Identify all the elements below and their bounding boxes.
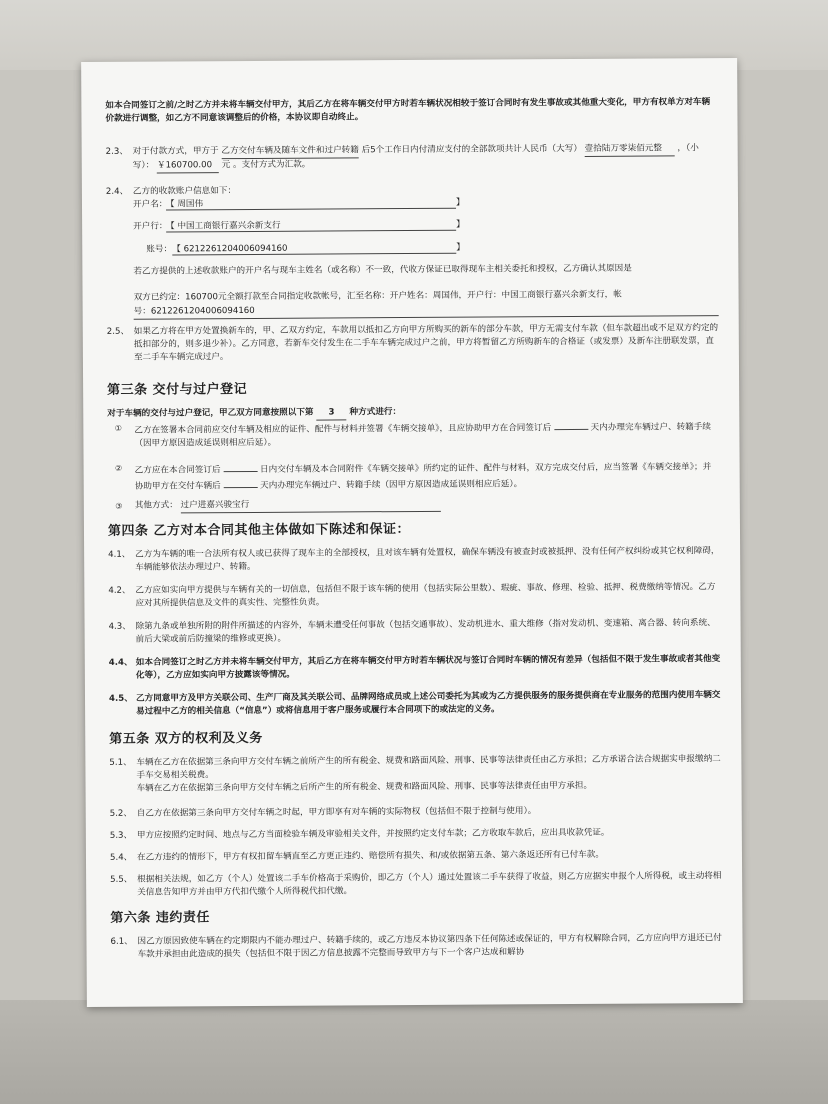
clause-5-4 bbox=[109, 848, 722, 863]
clause-text-part: 对于付款方式，甲方于 bbox=[132, 146, 219, 157]
clause-text-part: 元 。支付方式为汇款。 bbox=[221, 159, 311, 171]
payee-mismatch-note: 若乙方提供的上述收款账户的开户名与现车主姓名（或名称）不一致，代收方保证已取得现车主相关委托和授权，乙方确认其原因是 bbox=[133, 263, 632, 277]
clause-text: 乙方为车辆的唯一合法所有权人或已获得了现车主的全部授权，且对该车辆有处置权，确保车辆没有被查封或被抵押、没有任何产权纠纷或其它权利障碍，车辆能够依法办理过户、转籍。 bbox=[135, 546, 720, 573]
agreed-payment-line-2: 号：6212261204006094160 bbox=[134, 302, 719, 320]
option-2 bbox=[108, 458, 720, 492]
clause-number: 4.4、 bbox=[108, 657, 133, 668]
clause-5-1 bbox=[109, 753, 721, 794]
bracket-close: 】 bbox=[456, 242, 465, 253]
option-text bbox=[135, 496, 720, 514]
clause-number: 2.5、 bbox=[106, 326, 130, 337]
clause-title: 乙方的收款账户信息如下： bbox=[132, 186, 237, 197]
clause-4-4 bbox=[108, 653, 721, 681]
clause-5-2 bbox=[109, 804, 722, 819]
option-marker: ② bbox=[114, 463, 123, 473]
clause-text: 根据相关法规，如乙方（个人）处置该二手车价格高于采购价，即乙方（个人）通过处置该二手车获得了收益，则乙方应据实申报个人所得税，或主动将相关信息告知甲方并由甲方代扣代缴个人所得税代扣代缴。 bbox=[137, 871, 722, 898]
clause-number: 5.1、 bbox=[109, 757, 132, 768]
article-5-heading: 第五条 双方的权利及义务 bbox=[109, 730, 263, 747]
underline bbox=[166, 208, 456, 211]
bank-label: 开户行： bbox=[133, 221, 168, 232]
bracket-close: 】 bbox=[456, 219, 465, 230]
clause-text: 自乙方在依据第三条向甲方交付车辆之时起，甲方即享有对车辆的实际物权（包括但不限于控制与使用）。 bbox=[136, 806, 537, 819]
clause-number: 4.3、 bbox=[108, 621, 131, 632]
clause-text: 车辆在乙方在依据第三条向甲方交付车辆之前所产生的所有税金、规费和路面风险、刑事、民事等法律责任由乙方承担；乙方承诺合法合规据实申报缴纳二手车交易相关税费。 bbox=[136, 754, 721, 781]
account-name-value: 【 周国伟 bbox=[165, 199, 204, 210]
payment-condition-field: 乙方交付车辆及随车文件和过户转籍 bbox=[221, 144, 359, 159]
clause-text bbox=[133, 142, 718, 174]
option-text bbox=[134, 418, 719, 451]
clause-4-1 bbox=[108, 545, 720, 573]
clause-number: 5.5、 bbox=[110, 874, 133, 885]
clause-number: 5.4、 bbox=[109, 852, 133, 863]
clause-text-part: ，（小写）： bbox=[132, 143, 699, 171]
clause-4-2 bbox=[108, 581, 720, 609]
option-text-part: 天内办理完车辆过户、转籍手续（因甲方原因造成延误则相应后延）。 bbox=[260, 479, 523, 491]
clause-number: 2.4、 bbox=[105, 186, 129, 197]
clause-number: 4.2、 bbox=[108, 585, 131, 596]
article-3-heading: 第三条 交付与过户登记 bbox=[107, 382, 248, 398]
contract-page bbox=[81, 58, 743, 1007]
other-method-label: 其他方式： bbox=[134, 500, 178, 511]
clause-text: 如本合同签订之时乙方并未将车辆交付甲方，其后乙方在将车辆交付甲方时若车辆状况与签订合同时车辆的情况有差异（包括但不限于发生事故或者其他变化等），乙方应如实向甲方披露该等情况。 bbox=[135, 654, 721, 681]
bank-value: 【 中国工商银行嘉兴余新支行 bbox=[166, 220, 281, 232]
clause-number: 2.3、 bbox=[105, 146, 128, 157]
bracket-close: 】 bbox=[455, 197, 465, 208]
lead-text: 种方式进行： bbox=[349, 407, 402, 418]
lead-text: 对于车辆的交付与过户登记，甲乙双方同意按照以下第 bbox=[107, 407, 314, 419]
clause-number: 5.3、 bbox=[109, 830, 133, 841]
clause-number: 5.2、 bbox=[109, 808, 133, 819]
article-6-heading: 第六条 违约责任 bbox=[110, 910, 210, 926]
option-text-part: 天内办理完车辆过户、转籍手续（因甲方原因造成延误则相应后延）。 bbox=[134, 422, 711, 449]
option-marker: ③ bbox=[115, 501, 123, 511]
account-name-label: 开户名： bbox=[132, 199, 168, 210]
option-text-part: 日内交付车辆及本合同附件《车辆交接单》所约定的证件、配件与材料，双方完成交付后，应当签署《车辆交接单》；并协助甲方在交付车辆后 bbox=[134, 462, 712, 492]
clause-2-4 bbox=[106, 182, 719, 336]
clause-text: 乙方应如实向甲方提供与车辆有关的一切信息，包括但不限于该车辆的使用（包括实际公里数）、瑕疵、事故、修理、检验、抵押、税费缴纳等情况。乙方应对其所提供信息及文件的真实性、完整性负责。 bbox=[135, 582, 716, 609]
clause-4-3 bbox=[108, 617, 721, 645]
clause-text: 除第九条或单独所附的附件所描述的内容外，车辆未遭受任何事故（包括交通事故）、发动机进水、重大维修（指对发动机、变速箱、离合器、转向系统、前后大梁或前后防撞梁的维修或更换）。 bbox=[135, 618, 716, 645]
clause-2-3 bbox=[105, 142, 718, 171]
contract-content bbox=[105, 96, 722, 960]
intro-paragraph: 如本合同签订之前/之时乙方并未将车辆交付甲方，其后乙方在将车辆交付甲方时若车辆状况相较于签订合同时有发生事故或其他重大变化，甲方有权单方对车辆价款进行调整，如乙方不同意该调整后的价格，本协议即自动终止。 bbox=[105, 97, 711, 124]
article-4-heading: 第四条 乙方对本合同其他主体做如下陈述和保证： bbox=[107, 522, 411, 539]
option-3 bbox=[108, 496, 720, 511]
clause-text-part: 后5个工作日内付清应支付的全部款项共计人民币（大写） bbox=[361, 143, 582, 156]
delivery-option-choice: 3 bbox=[316, 406, 346, 420]
option-text-part: 乙方应在本合同签订后 bbox=[134, 465, 221, 476]
desk-background-bottom bbox=[0, 1000, 828, 1104]
clause-number: 4.1、 bbox=[108, 549, 131, 560]
clause-text: 乙方同意甲方及甲方关联公司、生产厂商及其关联公司、品牌网络成员或上述公司委托为其或为乙方提供服务的服务提供商在专业服务的范围内使用车辆交易过程中乙方的相关信息（“信息”）或将信息用于客户服务或履行本合同项下的或法定的义务。 bbox=[135, 690, 721, 717]
account-number-value: 【 6212261204006094160 bbox=[172, 243, 288, 255]
clause-text: 如果乙方将在甲方处置换新车的，甲、乙双方约定，车款用以抵扣乙方向甲方所购买的新车的部分车款，甲方无需支付车款（但车款超出或不足双方约定的抵扣部分的，则多退少补）。乙方同意，若新车交付发生在二手车车辆完成过户之前，甲方将暂留乙方所购新车的合格证（或发票）及新车注册联发票，直至二手车车辆完成过户。 bbox=[133, 323, 719, 363]
option-text-part: 乙方在签署本合同前应交付车辆及相应的证件、配件与材料并签署《车辆交接单》，且应协助甲方在合同签订后 bbox=[134, 423, 552, 436]
clause-text: 因乙方原因致使车辆在约定期限内不能办理过户、转籍手续的，或乙方违反本协议第四条下任何陈述或保证的，甲方有权解除合同，乙方应向甲方退还已付车款并承担由此造成的损失（包括但不限于因乙方信息披露不完整而导致甲方与下一个客户达成和解协 bbox=[137, 933, 722, 960]
amount-words-field: 壹拾陆万零柒佰元整 bbox=[585, 142, 675, 157]
option-marker: ① bbox=[114, 423, 122, 433]
blank-days bbox=[223, 461, 257, 472]
clause-5-5 bbox=[110, 870, 722, 898]
option-text bbox=[135, 458, 720, 494]
other-method-value: 过户进嘉兴骏宝行 bbox=[181, 498, 441, 514]
clause-text: 在乙方违约的情形下，甲方有权扣留车辆直至乙方更正违约、赔偿所有损失、和/或依据第五条、第六条返还所有已付车款。 bbox=[136, 849, 604, 863]
clause-number: 6.1、 bbox=[110, 936, 133, 947]
clause-5-3 bbox=[109, 826, 722, 841]
clause-6-1 bbox=[110, 932, 722, 960]
clause-4-5 bbox=[108, 689, 721, 717]
clause-text: 甲方应按照约定时间、地点与乙方当面检验车辆及审验相关文件，并按照约定支付车款；乙方收取车款后，应出具收款凭证。 bbox=[136, 827, 610, 841]
blank-days bbox=[223, 477, 257, 488]
agreed-payment-line-1: 双方已约定：160700元全额打款至合同指定收款帐号，汇至名称：开户姓名：周国伟，开户行：中国工商银行嘉兴余新支行，帐 bbox=[133, 289, 622, 303]
amount-number-field: ￥160700.00 bbox=[157, 159, 219, 173]
clause-number: 4.5、 bbox=[108, 693, 133, 704]
blank-days bbox=[554, 419, 588, 430]
clause-text-continued: 车辆在乙方在依据第三条向甲方交付车辆之后所产生的所有税金、规费和路面风险、刑事、民事等法律责任由甲方承担。 bbox=[136, 780, 593, 794]
account-number-label: 账号： bbox=[146, 244, 173, 255]
